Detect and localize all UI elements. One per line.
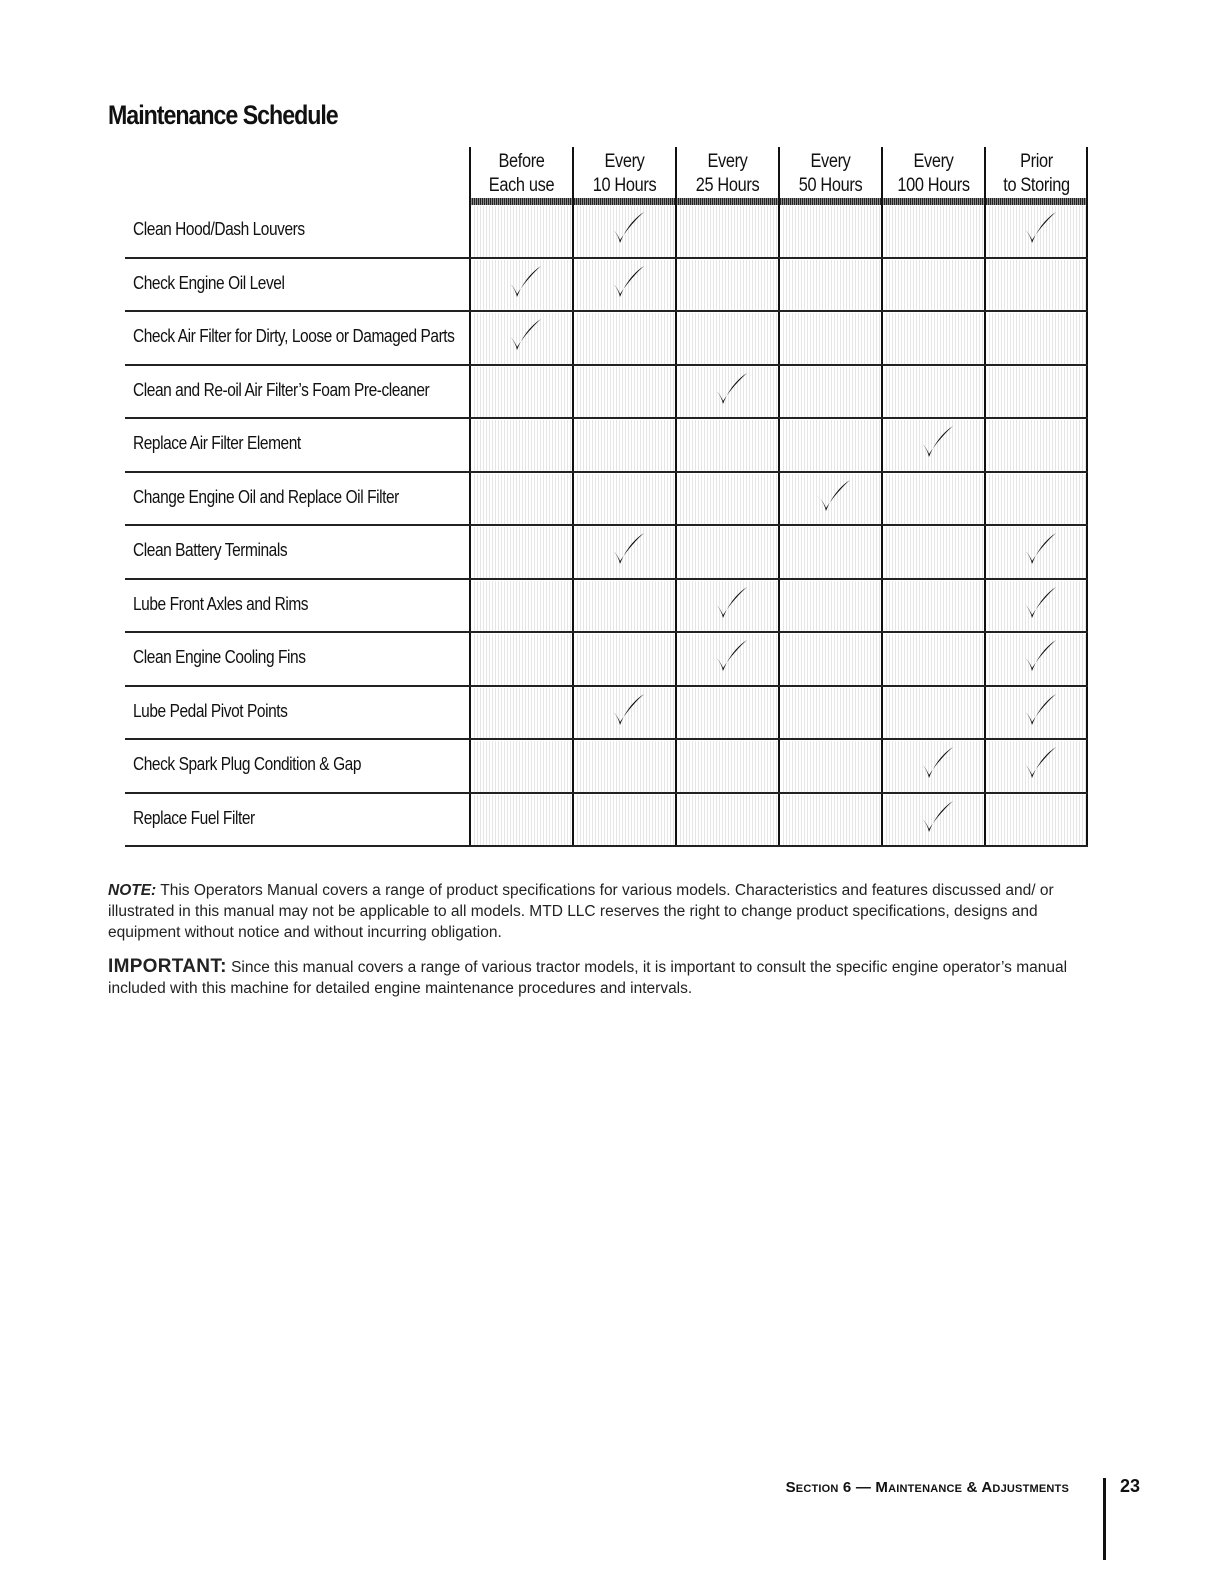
table-cell — [472, 581, 572, 632]
table-cell — [472, 367, 572, 418]
table-cell — [781, 367, 881, 418]
table-cell — [678, 474, 778, 525]
table-cell — [884, 367, 984, 418]
task-label: Check Spark Plug Condition & Gap — [133, 754, 362, 774]
table-cell — [472, 474, 572, 525]
task-label: Replace Fuel Filter — [133, 807, 255, 828]
table-cell — [781, 527, 881, 578]
table-column-divider — [675, 147, 677, 847]
column-header-line2: 50 Hours — [798, 175, 863, 196]
column-header-line1: Prior — [1020, 151, 1053, 172]
task-label: Lube Pedal Pivot Points — [133, 700, 288, 721]
table-cell — [678, 260, 778, 311]
table-cell — [884, 688, 984, 739]
column-header — [470, 150, 573, 198]
task-label: Clean and Re-oil Air Filter’s Foam Pre-cleaner — [133, 379, 430, 400]
checkmark-icon — [504, 264, 544, 300]
task-label: Lube Front Axles and Rims — [133, 593, 309, 614]
table-cell — [987, 260, 1087, 311]
page-title: Maintenance Schedule — [108, 100, 338, 130]
table-cell — [781, 260, 881, 311]
table-row-divider — [125, 578, 1088, 580]
table-cell — [472, 688, 572, 739]
table-cell — [884, 634, 984, 685]
table-cell — [575, 313, 675, 364]
table-row-divider — [125, 417, 1088, 419]
task-label: Replace Air Filter Element — [133, 433, 301, 453]
table-cell — [678, 527, 778, 578]
table-cell — [781, 741, 881, 792]
important-paragraph — [108, 956, 1108, 999]
table-row-divider — [125, 685, 1088, 687]
task-label: Check Air Filter for Dirty, Loose or Damaged Parts — [133, 326, 455, 346]
footer-section-title: Section 6 — Maintenance & Adjustments — [785, 1479, 1069, 1496]
table-cell — [987, 795, 1087, 846]
table-cell — [472, 420, 572, 471]
checkmark-icon — [1019, 531, 1059, 567]
page-number: 23 — [1120, 1476, 1141, 1496]
table-cell — [781, 688, 881, 739]
table-column-divider — [572, 147, 574, 847]
column-header-line2: Each use — [488, 175, 555, 196]
task-label: Check Engine Oil Level — [133, 272, 285, 293]
table-cell — [678, 206, 778, 257]
checkmark-icon — [607, 531, 647, 567]
table-row-divider — [125, 310, 1088, 312]
table-column-divider — [881, 147, 883, 847]
table-cell — [781, 420, 881, 471]
table-cell — [678, 688, 778, 739]
checkmark-icon — [916, 745, 956, 781]
table-cell — [472, 206, 572, 257]
column-header-line2: 10 Hours — [592, 175, 657, 196]
column-header-line2: 100 Hours — [897, 175, 970, 196]
table-cell — [678, 420, 778, 471]
table-cell — [678, 741, 778, 792]
footer-divider — [1103, 1478, 1106, 1560]
table-column-divider — [469, 147, 471, 847]
note-text: This Operators Manual covers a range of product specifications for various models. Characteristics and features discussed and/ or illustrated in this manual may not be applicable to all models. MTD LLC reserves the right to change product specifications, designs and equipment without notice and without incurring obligation. — [108, 882, 1054, 941]
table-row-divider — [125, 524, 1088, 526]
table-row-divider — [125, 257, 1088, 259]
table-cell — [781, 581, 881, 632]
important-text: Since this manual covers a range of various tractor models, it is important to consult the specific engine operator’s manual included with this machine for detailed engine maintenance procedures and intervals. — [108, 959, 1068, 997]
table-cell — [884, 527, 984, 578]
table-cell — [884, 474, 984, 525]
table-cell — [884, 260, 984, 311]
table-cell — [987, 313, 1087, 364]
column-header-line1: Before — [498, 151, 545, 172]
table-cell — [472, 795, 572, 846]
table-cell — [472, 741, 572, 792]
column-header-line1: Every — [913, 151, 954, 172]
column-header-line1: Every — [604, 151, 645, 172]
table-cell — [472, 634, 572, 685]
table-cell — [781, 634, 881, 685]
task-label: Change Engine Oil and Replace Oil Filter — [133, 486, 399, 507]
table-column-divider — [984, 147, 986, 847]
table-row-divider — [125, 471, 1088, 473]
table-cell — [575, 634, 675, 685]
task-label: Clean Battery Terminals — [133, 540, 288, 560]
task-label: Clean Engine Cooling Fins — [133, 647, 306, 667]
table-cell — [575, 741, 675, 792]
table-cell — [472, 527, 572, 578]
table-cell — [575, 474, 675, 525]
table-row-divider — [125, 738, 1088, 740]
table-column-divider — [778, 147, 780, 847]
column-header — [573, 150, 676, 198]
checkmark-icon — [1019, 638, 1059, 674]
table-row-divider — [125, 792, 1088, 794]
table-cell — [884, 313, 984, 364]
column-header — [985, 150, 1088, 198]
table-column-divider — [1086, 147, 1088, 847]
important-label: IMPORTANT: — [108, 956, 227, 977]
table-cell — [678, 313, 778, 364]
note-label: NOTE: — [108, 882, 157, 899]
table-cell — [884, 581, 984, 632]
table-cell — [781, 795, 881, 846]
column-header-line2: to Storing — [1003, 175, 1070, 196]
table-cell — [781, 206, 881, 257]
checkmark-icon — [1019, 745, 1059, 781]
checkmark-icon — [607, 692, 647, 728]
column-header — [676, 150, 779, 198]
task-label: Clean Hood/Dash Louvers — [133, 219, 305, 239]
checkmark-icon — [710, 638, 750, 674]
checkmark-icon — [813, 478, 853, 514]
checkmark-icon — [1019, 210, 1059, 246]
table-cell — [987, 420, 1087, 471]
table-cell — [987, 474, 1087, 525]
column-header — [882, 150, 985, 198]
table-cell — [987, 367, 1087, 418]
table-cell — [884, 206, 984, 257]
table-row-divider — [125, 845, 1088, 847]
checkmark-icon — [710, 371, 750, 407]
column-header-line1: Every — [707, 151, 748, 172]
checkmark-icon — [710, 585, 750, 621]
table-cell — [575, 795, 675, 846]
checkmark-icon — [1019, 585, 1059, 621]
checkmark-icon — [607, 264, 647, 300]
checkmark-icon — [607, 210, 647, 246]
column-header-line1: Every — [810, 151, 851, 172]
table-row-divider — [125, 364, 1088, 366]
note-paragraph — [108, 880, 1108, 943]
table-cell — [781, 313, 881, 364]
table-cell — [575, 581, 675, 632]
checkmark-icon — [916, 424, 956, 460]
table-cell — [575, 420, 675, 471]
checkmark-icon — [916, 799, 956, 835]
table-row-divider — [125, 631, 1088, 633]
checkmark-icon — [1019, 692, 1059, 728]
checkmark-icon — [504, 317, 544, 353]
column-header-line2: 25 Hours — [695, 175, 760, 196]
column-header — [779, 150, 882, 198]
table-cell — [575, 367, 675, 418]
table-cell — [678, 795, 778, 846]
